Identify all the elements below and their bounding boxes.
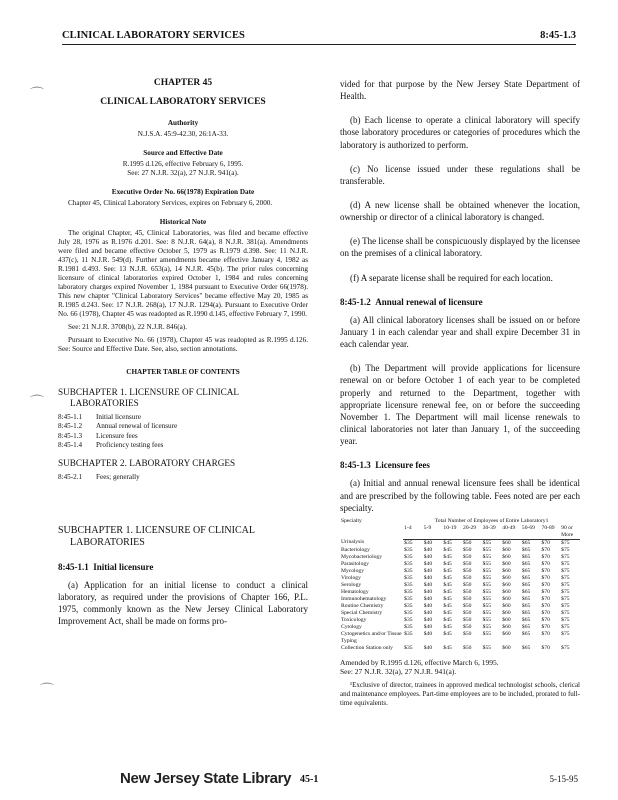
table-row xyxy=(340,589,580,596)
fee-cell: $75 xyxy=(561,567,570,574)
fee-cell: $35 xyxy=(404,644,413,651)
fee-cell: $45 xyxy=(443,623,452,630)
toc-item-title: Licensure fees xyxy=(96,431,138,440)
column-header: 20-29 xyxy=(462,525,482,539)
specialty-name: Parasitology xyxy=(341,560,369,567)
fee-cell: $70 xyxy=(541,616,550,623)
fee-cell: $70 xyxy=(541,588,550,595)
section-paragraph: (d) A new license shall be obtained whenever the location, ownership or director of a clinical laboratory is changed. xyxy=(340,199,580,223)
subchapter-title: LABORATORIES xyxy=(70,536,145,548)
specialty-name: Serology xyxy=(341,581,362,588)
exec-order-heading: Executive Order No. 66(1978) Expiration Date xyxy=(111,187,255,196)
fee-cell: $65 xyxy=(521,567,531,574)
toc-item[interactable] xyxy=(58,441,308,450)
fee-cell: $65 xyxy=(521,560,531,567)
chapter-title: CLINICAL LABORATORY SERVICES xyxy=(100,97,266,108)
historical-note-heading: Historical Note xyxy=(159,217,207,226)
fee-cell: $75 xyxy=(561,623,570,630)
fee-cell: $65 xyxy=(521,623,531,630)
historical-note-text: Pursuant to Executive No. 66 (1978), Chapter 45 was readopted as R.1995 d.126. See: Source and Effective Date. See, also, section annotations. xyxy=(58,335,308,353)
table-row xyxy=(340,539,580,546)
fee-cell: $65 xyxy=(521,609,531,616)
fee-cell: $35 xyxy=(404,560,413,567)
fee-cell: $70 xyxy=(541,644,550,651)
fee-cell: $50 xyxy=(463,567,472,574)
table-row xyxy=(340,554,580,561)
fee-cell: $50 xyxy=(463,581,472,588)
fee-cell: $35 xyxy=(404,630,413,637)
section-heading xyxy=(340,459,580,471)
left-column xyxy=(58,78,308,627)
specialty-name: Mycology xyxy=(341,567,364,574)
table-row xyxy=(340,596,580,603)
fee-cell: $45 xyxy=(443,539,452,546)
fee-cell: $50 xyxy=(463,616,472,623)
fee-cell: $60 xyxy=(502,560,511,567)
section-number: 8:45-1.3 xyxy=(340,460,371,471)
subchapter-heading xyxy=(58,525,308,549)
fee-cell: $65 xyxy=(521,574,531,581)
fee-cell: $55 xyxy=(482,588,492,595)
fee-cell: $45 xyxy=(443,546,452,553)
toc-subchapter xyxy=(58,387,308,409)
fee-cell: $40 xyxy=(423,630,433,637)
margin-mark-icon: ⌒ xyxy=(40,684,54,699)
fee-cell: $70 xyxy=(541,609,550,616)
page-date: 5-15-95 xyxy=(549,774,578,784)
fee-cell: $60 xyxy=(502,588,511,595)
fee-cell: $55 xyxy=(482,567,492,574)
section-number: 8:45-1.2 xyxy=(340,296,371,307)
fee-cell: $35 xyxy=(404,595,413,602)
fee-cell: $65 xyxy=(521,546,531,553)
table-row xyxy=(340,561,580,568)
column-header: 1-4 xyxy=(403,525,423,539)
fee-cell: $35 xyxy=(404,546,413,553)
fee-cell: $55 xyxy=(482,574,492,581)
toc-item-number: 8:45-1.4 xyxy=(58,440,83,449)
fee-cell: $40 xyxy=(423,644,433,651)
running-header xyxy=(62,30,576,45)
fee-cell: $75 xyxy=(561,560,570,567)
specialty-name: Bacteriology xyxy=(341,546,370,553)
fee-cell: $55 xyxy=(482,581,492,588)
table-header-row xyxy=(340,518,580,525)
fee-cell: $75 xyxy=(561,630,570,637)
fee-cell: $50 xyxy=(463,574,472,581)
fee-cell: $35 xyxy=(404,588,413,595)
fee-cell: $50 xyxy=(463,539,472,546)
amendment-note: See: 27 N.J.R. 32(a), 27 N.J.R. 941(a). xyxy=(340,666,457,676)
fee-cell: $40 xyxy=(423,553,433,560)
fee-cell: $40 xyxy=(423,581,433,588)
specialty-header: Specialty xyxy=(341,517,362,524)
fee-cell: $55 xyxy=(482,630,492,637)
fee-cell: $40 xyxy=(423,560,433,567)
toc-item-number: 8:45-1.3 xyxy=(58,431,83,440)
toc-item[interactable] xyxy=(58,473,308,482)
right-column xyxy=(340,78,580,708)
toc-heading: CHAPTER TABLE OF CONTENTS xyxy=(126,367,240,376)
fee-cell: $35 xyxy=(404,574,413,581)
column-header: 40-49 xyxy=(501,525,521,539)
fee-cell: $75 xyxy=(561,553,570,560)
margin-mark-icon: ⌒ xyxy=(30,396,44,411)
fee-cell: $50 xyxy=(463,602,472,609)
fee-cell: $75 xyxy=(561,588,570,595)
specialty-name: Hematology xyxy=(341,588,369,595)
fee-cell: $45 xyxy=(443,644,452,651)
specialty-name: Cytology xyxy=(341,623,362,630)
table-row xyxy=(340,624,580,631)
authority-text: N.J.S.A. 45:9-42.30, 26:1A-33. xyxy=(137,129,229,138)
historical-note-text: The original Chapter, 45, Clinical Laboratories, was filed and became effective July 28, 1976 as R.1976 d.201. See: 8 N.J.R. 64(a), 8 N.J.R. 381(a). Amendments were filed and became effective October 5, 1979 as R.1979 d.398. See: 11 N.J.R. 437(c), 11 N.J.R. 549(d). Further amendments became effective January 4, 1982 as R.1981 d.493. See: 13 N.J.R. 653(a), 14 N.J.R. 45(b). The prior rules concerning licensure of clinical laboratories expired October 1, 1984 and rules concerning laboratory charges expired November 1, 1984 pursuant to Executive Order 66(1978). This new chapter "Clinical Laboratory Services" became effective May 20, 1985 as R.1985 d.243. See: 17 N.J.R. 268(a), 17 N.J.R. 1294(a). Pursuant to Executive Order No. 66 (1978), Chapter 45 was readopted as R.1990 d.145, effective February 7, 1990. xyxy=(58,228,308,318)
fee-cell: $60 xyxy=(502,581,511,588)
authority-heading: Authority xyxy=(167,118,199,127)
table-row xyxy=(340,631,580,645)
column-header: 50-69 xyxy=(521,525,541,539)
fee-cell: $50 xyxy=(463,546,472,553)
fee-cell: $45 xyxy=(443,609,452,616)
column-header: 10-19 xyxy=(442,525,462,539)
toc-item-title: Annual renewal of licensure xyxy=(96,422,178,431)
section-heading xyxy=(58,561,308,573)
fee-cell: $45 xyxy=(443,595,452,602)
fee-cell: $50 xyxy=(463,588,472,595)
fee-cell: $35 xyxy=(404,616,413,623)
table-row xyxy=(340,547,580,554)
section-title: Initial licensure xyxy=(93,561,154,572)
fee-cell: $45 xyxy=(443,574,452,581)
fee-cell: $65 xyxy=(521,553,531,560)
section-paragraph: (a) Initial and annual renewal licensure fees shall be identical and are prescribed by the following table. Fees noted are per each specialty. xyxy=(340,478,580,513)
header-section: 8:45-1.3 xyxy=(540,30,576,41)
fee-cell: $55 xyxy=(482,609,492,616)
specialty-name: Cytogenetics and/or Tissue Typing xyxy=(341,630,402,644)
section-title: Licensure fees xyxy=(375,460,430,471)
toc-item-number: 8:45-2.1 xyxy=(58,473,83,482)
fee-cell: $50 xyxy=(463,623,472,630)
fee-cell: $60 xyxy=(502,574,511,581)
fee-cell: $75 xyxy=(561,574,570,581)
table-row xyxy=(340,568,580,575)
fee-cell: $45 xyxy=(443,567,452,574)
column-header: 90 or More xyxy=(560,525,580,539)
column-header: 30-39 xyxy=(482,525,502,539)
toc-list xyxy=(58,473,308,482)
margin-mark-icon: ⌒ xyxy=(30,88,44,103)
fee-cell: $65 xyxy=(521,630,531,637)
toc-item[interactable] xyxy=(58,413,308,422)
section-title: Annual renewal of licensure xyxy=(375,296,483,307)
fee-cell: $55 xyxy=(482,616,492,623)
fee-cell: $55 xyxy=(482,560,492,567)
table-row xyxy=(340,582,580,589)
toc-list xyxy=(58,413,308,450)
fee-cell: $65 xyxy=(521,588,531,595)
library-stamp: New Jersey State Library xyxy=(120,770,292,787)
section-paragraph: (a) All clinical laboratory licenses shall be issued on or before January 1 in each calendar year and shall expire December 31 in each calendar year. xyxy=(340,314,580,350)
toc-subchapter-title: SUBCHAPTER 2. LABORATORY CHARGES xyxy=(58,458,236,469)
table-header-row xyxy=(340,525,580,539)
fee-cell: $60 xyxy=(502,609,511,616)
section-paragraph: (b) The Department will provide applications for licensure renewal on or before October 1 of each year to be completed properly and returned to the Department, together with appropriate licensure renewal fee, on or before the succeeding November 1. The Department will mail license renewals to clinical laboratories not later than January 1, of the succeeding year. xyxy=(340,363,580,447)
fee-cell: $40 xyxy=(423,609,433,616)
exec-order-text: Chapter 45, Clinical Laboratory Services, expires on February 6, 2000. xyxy=(68,198,273,207)
fee-cell: $70 xyxy=(541,553,550,560)
fee-cell: $40 xyxy=(423,574,433,581)
fee-cell: $75 xyxy=(561,616,570,623)
section-paragraph: (e) The license shall be conspicuously displayed by the licensee on the premises of a clinical laboratory. xyxy=(340,236,580,259)
fee-cell: $40 xyxy=(423,588,433,595)
toc-item-number: 8:45-1.1 xyxy=(58,412,83,421)
specialty-name: Mycobacteriology xyxy=(341,553,383,560)
toc-subchapter-title: SUBCHAPTER 1. LICENSURE OF CLINICAL xyxy=(58,386,239,397)
fee-cell: $50 xyxy=(463,644,472,651)
fee-cell: $45 xyxy=(443,553,452,560)
specialty-name: Urinalysis xyxy=(341,539,364,546)
fee-cell: $60 xyxy=(502,616,511,623)
fee-cell: $35 xyxy=(404,602,413,609)
fee-cell: $65 xyxy=(521,602,531,609)
specialty-name: Virology xyxy=(341,574,361,581)
section-paragraph: (c) No license issued under these regulations shall be transferable. xyxy=(340,163,580,186)
fee-cell: $35 xyxy=(404,581,413,588)
fee-cell: $55 xyxy=(482,595,492,602)
footnote: ¹Exclusive of director, trainees in approved medical technologist schools, clerical and maintenance employees. Part-time employees are to be included, prorated to full-time equivalents. xyxy=(340,681,580,707)
fee-cell: $70 xyxy=(541,574,550,581)
section-paragraph: (b) Each license to operate a clinical laboratory will specify those laboratory procedures or categories of procedures which the laboratory is authorized to perform. xyxy=(340,115,580,150)
fee-cell: $60 xyxy=(502,630,511,637)
fee-cell: $70 xyxy=(541,602,550,609)
section-paragraph: (f) A separate license shall be required for each location. xyxy=(350,272,553,283)
specialty-name: Collection Station only xyxy=(341,644,393,651)
fee-cell: $35 xyxy=(404,539,413,546)
fee-cell: $40 xyxy=(423,539,433,546)
fee-cell: $60 xyxy=(502,602,511,609)
fee-cell: $65 xyxy=(521,581,531,588)
section-paragraph: vided for that purpose by the New Jersey State Department of Health. xyxy=(340,79,580,102)
fee-cell: $75 xyxy=(561,581,570,588)
fee-cell: $45 xyxy=(443,616,452,623)
fee-cell: $70 xyxy=(541,539,550,546)
source-line: R.1995 d.126, effective February 6, 1995. xyxy=(122,159,244,168)
fee-cell: $75 xyxy=(561,644,570,651)
page-footer xyxy=(0,770,618,796)
specialty-name: Routine Chemistry xyxy=(341,602,384,609)
table-row xyxy=(340,617,580,624)
section-heading xyxy=(340,296,580,308)
amendment-note: Amended by R.1995 d.126, effective March 6, 1995. xyxy=(340,657,499,667)
fee-cell: $40 xyxy=(423,623,433,630)
column-header: 5-9 xyxy=(423,525,443,539)
table-row xyxy=(340,610,580,617)
fee-cell: $70 xyxy=(541,581,550,588)
table-row xyxy=(340,603,580,610)
fee-cell: $60 xyxy=(502,644,511,651)
fee-cell: $45 xyxy=(443,630,452,637)
toc-item-title: Proficiency testing fees xyxy=(96,440,164,449)
fee-cell: $65 xyxy=(521,595,531,602)
fee-cell: $70 xyxy=(541,560,550,567)
fee-cell: $45 xyxy=(443,602,452,609)
toc-item[interactable] xyxy=(58,432,308,441)
fee-cell: $55 xyxy=(482,546,492,553)
section-number: 8:45-1.1 xyxy=(58,561,89,572)
fee-cell: $50 xyxy=(463,560,472,567)
fee-cell: $70 xyxy=(541,567,550,574)
fee-cell: $55 xyxy=(482,644,492,651)
fee-cell: $75 xyxy=(561,546,570,553)
fee-cell: $75 xyxy=(561,595,570,602)
fee-cell: $40 xyxy=(423,546,433,553)
source-line: See: 27 N.J.R. 32(a), 27 N.J.R. 941(a). xyxy=(127,168,239,177)
specialty-header-spacer xyxy=(340,525,403,539)
fee-cell: $65 xyxy=(521,539,531,546)
subchapter-title: SUBCHAPTER 1. LICENSURE OF CLINICAL xyxy=(58,524,255,536)
fee-cell: $50 xyxy=(463,595,472,602)
fee-cell: $70 xyxy=(541,623,550,630)
fee-cell: $60 xyxy=(502,539,511,546)
fee-cell: $55 xyxy=(482,602,492,609)
fee-cell: $65 xyxy=(521,644,531,651)
fee-cell: $65 xyxy=(521,616,531,623)
specialty-name: Special Chemistry xyxy=(341,609,383,616)
fee-cell: $35 xyxy=(404,553,413,560)
specialty-name: Immunohematology xyxy=(341,595,387,602)
fee-cell: $40 xyxy=(423,595,433,602)
fee-table xyxy=(340,518,580,652)
fee-cell: $60 xyxy=(502,595,511,602)
fee-cell: $60 xyxy=(502,567,511,574)
toc-item[interactable] xyxy=(58,422,308,431)
fee-cell: $45 xyxy=(443,581,452,588)
fee-cell: $50 xyxy=(463,630,472,637)
fee-cell: $40 xyxy=(423,602,433,609)
fee-cell: $60 xyxy=(502,546,511,553)
fee-cell: $75 xyxy=(561,609,570,616)
toc-item-number: 8:45-1.2 xyxy=(58,422,83,431)
employee-group-header: Total Number of Employees of Entire Laboratory1 xyxy=(434,517,549,524)
fee-cell: $75 xyxy=(561,602,570,609)
specialty-name: Toxicology xyxy=(341,616,367,623)
fee-cell: $35 xyxy=(404,623,413,630)
historical-note-text: See: 21 N.J.R. 3708(b), 22 N.J.R. 846(a). xyxy=(68,322,187,331)
fee-cell: $35 xyxy=(404,609,413,616)
fee-cell: $60 xyxy=(502,623,511,630)
fee-cell: $55 xyxy=(482,539,492,546)
toc-item-title: Fees; generally xyxy=(96,473,140,482)
fee-cell: $55 xyxy=(482,623,492,630)
table-row xyxy=(340,645,580,652)
fee-cell: $50 xyxy=(463,609,472,616)
section-paragraph: (a) Application for an initial license to conduct a clinical laboratory, as required under the provisions of Chapter 166, P.L. 1975, commonly known as the New Jersey Clinical Laboratory Improvement Act, shall be made on forms pro- xyxy=(58,579,308,627)
fee-cell: $35 xyxy=(404,567,413,574)
fee-cell: $50 xyxy=(463,553,472,560)
fee-cell: $60 xyxy=(502,553,511,560)
fee-cell: $40 xyxy=(423,616,433,623)
page-number: 45-1 xyxy=(300,774,319,785)
fee-cell: $55 xyxy=(482,553,492,560)
toc-item-title: Initial licensure xyxy=(96,412,141,421)
fee-cell: $70 xyxy=(541,630,550,637)
column-header: 70-89 xyxy=(541,525,561,539)
table-row xyxy=(340,575,580,582)
fee-cell: $45 xyxy=(443,588,452,595)
toc-subchapter-title: LABORATORIES xyxy=(70,397,139,408)
header-title: CLINICAL LABORATORY SERVICES xyxy=(62,30,245,41)
source-heading: Source and Effective Date xyxy=(143,148,223,157)
fee-cell: $70 xyxy=(541,595,550,602)
fee-cell: $40 xyxy=(423,567,433,574)
fee-cell: $45 xyxy=(443,560,452,567)
fee-cell: $75 xyxy=(561,539,570,546)
fee-cell: $70 xyxy=(541,546,550,553)
chapter-number: CHAPTER 45 xyxy=(153,78,213,88)
